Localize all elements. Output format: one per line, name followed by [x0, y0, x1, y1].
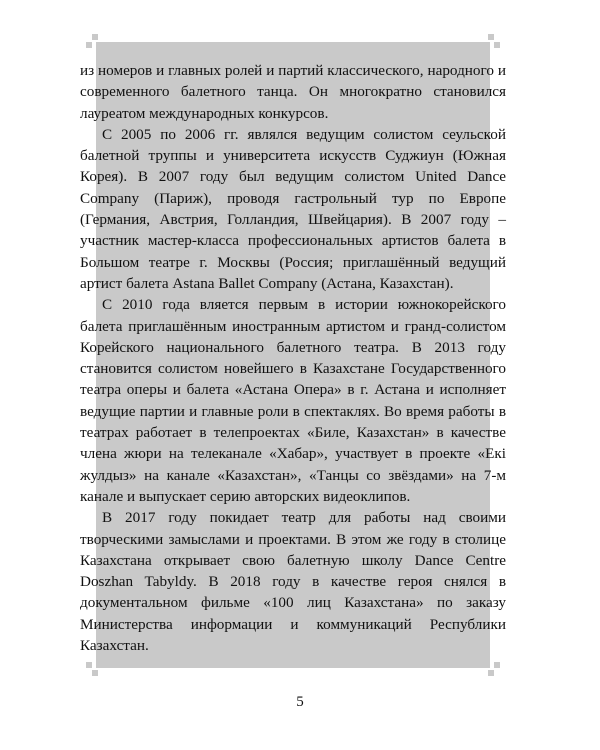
- body-text: [80, 60, 506, 656]
- paragraph-3: С 2010 года вляется первым в истории южнокорейского балета приглашённым иностранным артистом и гранд-солистом Корейского национального балетного театра. В 2013 году становится солистом новейшего в Казахстане Государственного театра оперы и балета «Астана Опера» в г. Астана и исполняет ведущие партии и главные роли в спектаклях. Во время работы в театрах работает в телепроектах «Биле, Казахстан» в качестве члена жюри на телеканале «Хабар», участвует в проекте «Екі жулдыз» на канале «Казахстан», «Танцы со звёздами» на 7-м канале и выпускает серию авторских видеоклипов.: [80, 296, 506, 505]
- paragraph-4: В 2017 году покидает театр для работы над своими творческими замыслами и проектами. В этом же году в столице Казахстана открывает свою балетную школу Dance Centre Doszhan Tabyldy. В 2018 году в качестве героя снялся в документальном фильме «100 лиц Казахстана» по заказу Министерства информации и коммуникаций Республики Казахстан.: [80, 509, 506, 655]
- page-number: 5: [296, 694, 304, 710]
- paragraph-2: С 2005 по 2006 гг. являлся ведущим солистом сеульской балетной труппы и университета искусств Суджиун (Южная Корея). В 2007 году был ведущим солистом United Dance Company (Париж), проводя гастрольный тур по Европе (Германия, Австрия, Голландия, Швейцария). В 2007 году – участник мастер-класса профессиональных артистов балета в Большом театре г. Москвы (Россия; приглашённый ведущий артист балета Astana Ballet Company (Астана, Казахстан).: [80, 125, 506, 292]
- paragraph-1: из номеров и главных ролей и партий классического, народного и современного балетного танца. Он многократно становился лауреатом международных конкурсов.: [80, 62, 506, 122]
